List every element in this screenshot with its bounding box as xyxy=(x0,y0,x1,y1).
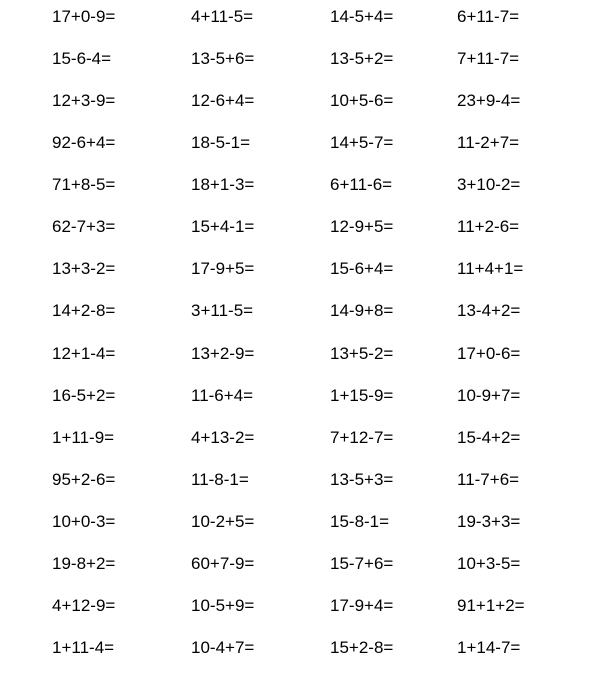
math-problem: 14+2-8= xyxy=(52,301,116,320)
math-problem: 17-9+4= xyxy=(330,596,394,615)
problem-row xyxy=(0,170,593,200)
math-problem: 11+4+1= xyxy=(457,259,524,278)
math-problem: 15-8-1= xyxy=(330,512,390,531)
problem-row xyxy=(0,549,593,579)
math-problem: 60+7-9= xyxy=(191,554,255,573)
math-problem: 1+11-4= xyxy=(52,638,115,657)
math-problem: 15-4+2= xyxy=(457,428,521,447)
math-problem: 1+15-9= xyxy=(330,386,394,405)
math-problem: 11-2+7= xyxy=(457,133,520,152)
math-problem: 12-9+5= xyxy=(330,217,394,236)
math-problem: 91+1+2= xyxy=(457,596,525,615)
math-problem: 95+2-6= xyxy=(52,470,116,489)
math-problem: 15+2-8= xyxy=(330,638,394,657)
math-problem: 1+11-9= xyxy=(52,428,115,447)
problem-row xyxy=(0,381,593,411)
math-problem: 23+9-4= xyxy=(457,91,521,110)
math-problem: 13+2-9= xyxy=(191,344,255,363)
math-problem: 10-4+7= xyxy=(191,638,255,657)
math-problem: 4+13-2= xyxy=(191,428,255,447)
math-problem: 11+2-6= xyxy=(457,217,520,236)
math-problem: 4+11-5= xyxy=(191,7,254,26)
math-problem: 13-5+2= xyxy=(330,49,394,68)
math-problem: 4+12-9= xyxy=(52,596,116,615)
math-problem: 14-5+4= xyxy=(330,7,394,26)
math-problem: 17-9+5= xyxy=(191,259,255,278)
problem-row xyxy=(0,254,593,284)
math-problem: 15-6+4= xyxy=(330,259,394,278)
math-problem: 3+11-5= xyxy=(191,301,254,320)
math-problem: 15-7+6= xyxy=(330,554,394,573)
math-problem: 14+5-7= xyxy=(330,133,394,152)
math-problem: 7+11-7= xyxy=(457,49,520,68)
math-problem: 3+10-2= xyxy=(457,175,521,194)
math-problem: 62-7+3= xyxy=(52,217,116,236)
math-problem: 13-5+6= xyxy=(191,49,255,68)
math-problem: 15+4-1= xyxy=(191,217,255,236)
problem-row xyxy=(0,423,593,453)
problem-row xyxy=(0,128,593,158)
math-problem: 10-5+9= xyxy=(191,596,255,615)
problem-row xyxy=(0,2,593,32)
math-problem: 12-6+4= xyxy=(191,91,255,110)
problem-row xyxy=(0,86,593,116)
problem-row xyxy=(0,633,593,663)
problem-row xyxy=(0,591,593,621)
math-problem: 18+1-3= xyxy=(191,175,255,194)
math-problem: 10-9+7= xyxy=(457,386,521,405)
math-problem: 11-6+4= xyxy=(191,386,254,405)
math-problem: 1+14-7= xyxy=(457,638,521,657)
problem-row xyxy=(0,339,593,369)
math-problem: 10+0-3= xyxy=(52,512,116,531)
math-problem: 19-8+2= xyxy=(52,554,116,573)
math-problem: 10-2+5= xyxy=(191,512,255,531)
problem-row xyxy=(0,212,593,242)
math-problem: 71+8-5= xyxy=(52,175,116,194)
math-problem: 10+5-6= xyxy=(330,91,394,110)
math-problem: 11-8-1= xyxy=(191,470,249,489)
problem-row xyxy=(0,296,593,326)
math-problem: 6+11-7= xyxy=(457,7,520,26)
math-problem: 17+0-6= xyxy=(457,344,521,363)
math-problem: 18-5-1= xyxy=(191,133,251,152)
math-problem: 12+1-4= xyxy=(52,344,116,363)
math-problem: 17+0-9= xyxy=(52,7,116,26)
math-problem: 10+3-5= xyxy=(457,554,521,573)
math-problem: 11-7+6= xyxy=(457,470,520,489)
math-problem: 14-9+8= xyxy=(330,301,394,320)
math-problem: 13+3-2= xyxy=(52,259,116,278)
math-problem: 13-5+3= xyxy=(330,470,394,489)
math-problem: 92-6+4= xyxy=(52,133,116,152)
math-problem: 12+3-9= xyxy=(52,91,116,110)
math-problem: 13-4+2= xyxy=(457,301,521,320)
math-problem: 16-5+2= xyxy=(52,386,116,405)
math-problem: 15-6-4= xyxy=(52,49,112,68)
problem-row xyxy=(0,44,593,74)
math-problem: 19-3+3= xyxy=(457,512,521,531)
problem-row xyxy=(0,465,593,495)
math-problem: 13+5-2= xyxy=(330,344,394,363)
problem-row xyxy=(0,507,593,537)
math-problem: 7+12-7= xyxy=(330,428,394,447)
math-problem: 6+11-6= xyxy=(330,175,393,194)
